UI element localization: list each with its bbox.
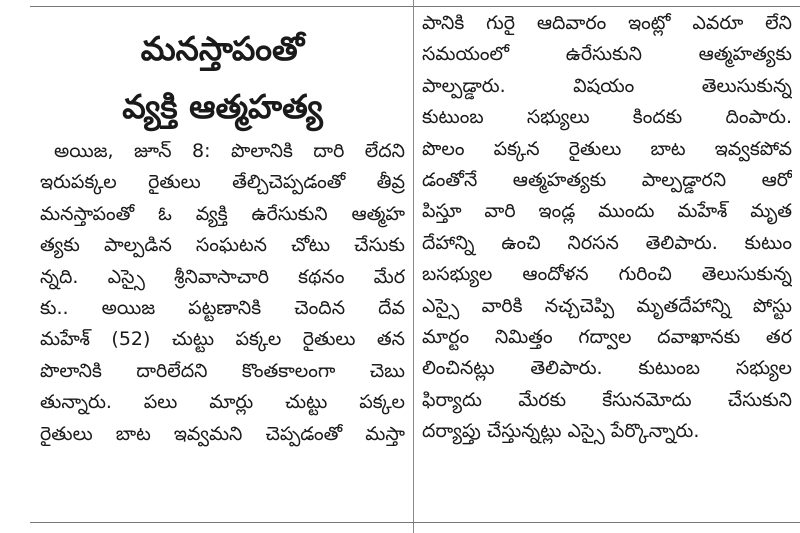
right-column: [422, 8, 792, 447]
body-line: పిస్తూ వారి ఇండ్ల ముందు మహేశ్ మృత: [422, 200, 792, 223]
body-line: మనస్తాపంతో ఓ వ్యక్తి ఉరేసుకుని ఆత్మహ: [40, 202, 405, 225]
body-line: మహేశ్ (52) చుట్టు పక్కల రైతులు తన: [40, 328, 405, 351]
body-line: పొలానికి దారిలేదని కొంతకాలంగా చెబు: [40, 359, 405, 382]
body-line: పానికి గురై ఆదివారం ఇంట్లో ఎవరూ లేని: [422, 12, 792, 34]
body-line: ఇరుపక్కల రైతులు తేల్చిచెప్పడంతో తీవ్ర: [40, 171, 405, 194]
body-line: పాల్పడ్డారు. విషయం తెలుసుకున్న: [422, 74, 792, 97]
body-line: కుటుంబ సభ్యులు కిందకు దింపారు.: [422, 106, 792, 129]
body-line: లించినట్లు తెలిపారు. కుటుంబ సభ్యుల: [422, 357, 792, 380]
body-line: న్నది. ఎస్సై శ్రీనివాసాచారి కథనం మేర: [40, 265, 405, 288]
body-line: ఫిర్యాదు మేరకు కేసునమోదు చేసుకుని: [422, 388, 792, 411]
body-line: రైతులు బాట ఇవ్వమని చెప్పడంతో మస్తా: [40, 422, 405, 445]
body-line: దర్యాప్తు చేస్తున్నట్లు ఎస్సై పేర్కొన్నారు.: [422, 420, 700, 443]
body-line: కు.. అయిజ పట్టణానికి చెందిన దేవ: [40, 296, 405, 319]
body-line: మార్టం నిమిత్తం గద్వాల దవాఖానకు తర: [422, 325, 792, 348]
body-line: సమయంలో ఉరేసుకుని ఆత్మహత్యకు: [422, 43, 792, 66]
body-line: ఎస్సై వారికి నచ్చచెప్పి మృతదేహాన్ని పోస్టు: [422, 294, 792, 317]
body-line: త్యకు పాల్పడిన సంఘటన చోటు చేసుకు: [40, 234, 405, 257]
body-line: పొలం పక్కన రైతులు బాట ఇవ్వకపోవ: [422, 137, 792, 160]
body-line: దేహాన్ని ఉంచి నిరసన తెలిపారు. కుటుం: [422, 231, 792, 254]
bottom-rule: [30, 522, 800, 523]
left-column: [40, 8, 405, 450]
body-line: బసభ్యుల ఆందోళన గురించి తెలుసుకున్న: [422, 263, 792, 286]
body-line: అయిజ, జూన్ 8: పొలానికి దారి లేదని: [54, 140, 405, 162]
top-rule: [30, 6, 800, 7]
headline-line-2: వ్యక్తి ఆత్మహత్య: [122, 87, 323, 126]
body-line: డంతోనే ఆత్మహత్యకు పాల్పడ్డారని ఆరో: [422, 168, 792, 191]
headline-line-1: మనస్తాపంతో: [140, 29, 305, 68]
body-line: తున్నారు. పలు మార్లు చుట్టు పక్కల: [40, 391, 405, 414]
column-divider: [413, 0, 414, 533]
